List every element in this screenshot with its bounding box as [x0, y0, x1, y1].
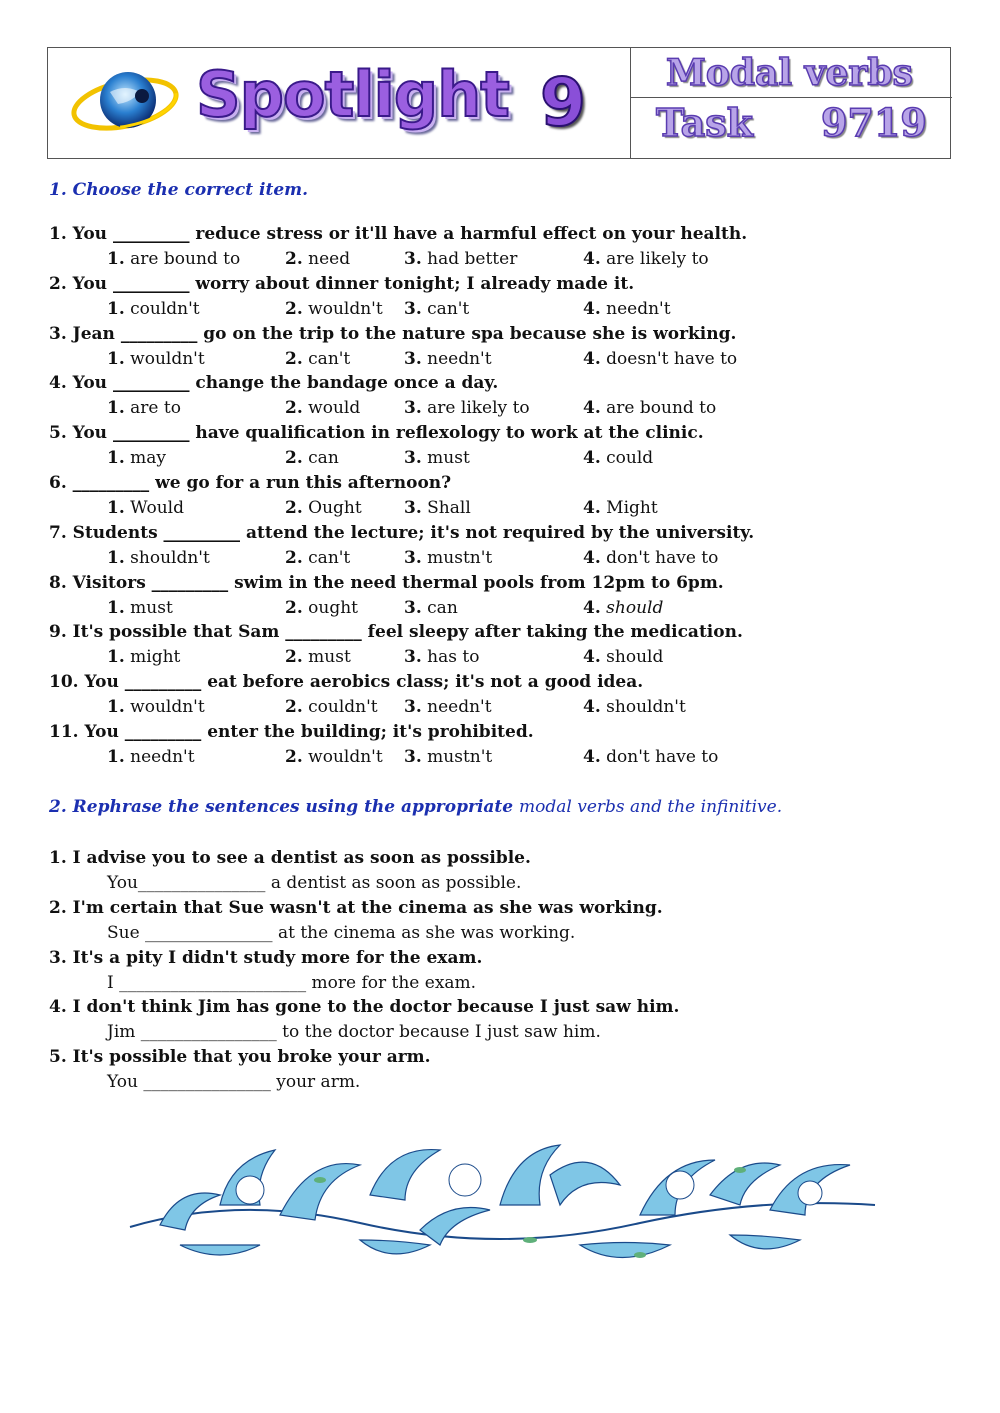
answer-option[interactable] [583, 249, 709, 269]
option-text: needn't [427, 348, 492, 369]
answer-option[interactable] [285, 249, 350, 269]
option-number: 2. [285, 298, 303, 319]
answer-option[interactable] [583, 398, 716, 418]
option-number: 1. [107, 298, 125, 319]
option-text: could [606, 448, 654, 469]
option-number: 2. [285, 697, 303, 718]
answer-option[interactable] [107, 249, 240, 269]
option-text: must [130, 597, 173, 618]
answer-option[interactable] [583, 349, 737, 369]
option-text: can't [427, 298, 470, 319]
option-number: 1. [107, 547, 125, 568]
answer-option[interactable] [404, 747, 492, 767]
option-number: 1. [107, 747, 125, 767]
answer-option[interactable] [583, 498, 658, 518]
option-number: 4. [583, 498, 601, 518]
answer-option[interactable] [404, 448, 470, 468]
question-text: 8. Visitors _________ swim in the need thermal pools from 12pm to 6pm. [49, 572, 724, 593]
option-number: 3. [404, 398, 422, 419]
answer-option[interactable] [404, 349, 492, 369]
option-number: 4. [583, 647, 601, 668]
answer-option[interactable] [404, 398, 530, 418]
rephrase-answer-line[interactable]: You _______________ your arm. [107, 1072, 361, 1093]
answer-option[interactable] [583, 448, 653, 468]
option-number: 3. [404, 448, 422, 469]
option-number: 2. [285, 398, 303, 419]
option-text: needn't [606, 298, 671, 319]
answer-option[interactable] [107, 299, 200, 319]
option-text: wouldn't [308, 747, 383, 767]
option-text: mustn't [427, 747, 493, 767]
answer-option[interactable] [285, 548, 350, 568]
option-text: doesn't have to [606, 348, 738, 369]
option-text: has to [427, 647, 480, 668]
answer-option[interactable] [404, 647, 479, 667]
rephrase-prompt: 5. It's possible that you broke your arm. [49, 1047, 431, 1068]
question-text: 7. Students _________ attend the lecture; it's not required by the university. [49, 522, 755, 543]
option-text: are bound to [130, 249, 241, 269]
question-text: 10. You _________ eat before aerobics class; it's not a good idea. [49, 672, 644, 693]
option-text: are bound to [606, 398, 717, 419]
option-text: wouldn't [130, 697, 205, 718]
option-number: 1. [107, 647, 125, 668]
answer-option[interactable] [583, 548, 718, 568]
answer-option[interactable] [404, 498, 471, 518]
option-text: can't [308, 547, 351, 568]
option-text: couldn't [130, 298, 200, 319]
answer-option[interactable] [404, 548, 492, 568]
option-number: 1. [107, 348, 125, 369]
option-text: wouldn't [130, 348, 205, 369]
question-text: 3. Jean _________ go on the trip to the nature spa because she is working. [49, 323, 737, 344]
option-number: 2. [285, 348, 303, 369]
globe-logo-icon [70, 62, 180, 142]
logo-number: 9 [540, 64, 586, 141]
option-number: 3. [404, 249, 422, 269]
rephrase-answer-line[interactable]: Sue _______________ at the cinema as she was working. [107, 922, 576, 943]
answer-option[interactable] [285, 448, 339, 468]
option-number: 3. [404, 498, 422, 518]
answer-option[interactable] [107, 398, 181, 418]
option-text: mustn't [427, 547, 493, 568]
option-number: 4. [583, 348, 601, 369]
option-text: need [308, 249, 351, 269]
option-number: 2. [285, 597, 303, 618]
option-number: 4. [583, 298, 601, 319]
answer-option[interactable] [285, 349, 350, 369]
option-number: 1. [107, 398, 125, 419]
option-text: needn't [427, 697, 492, 718]
option-number: 2. [285, 547, 303, 568]
rephrase-answer-line[interactable]: Jim ________________ to the doctor because I just saw him. [107, 1022, 601, 1043]
option-text: can't [308, 348, 351, 369]
rephrase-prompt: 4. I don't think Jim has gone to the doctor because I just saw him. [49, 997, 680, 1018]
answer-option[interactable] [404, 299, 469, 319]
option-number: 3. [404, 597, 422, 618]
option-text: needn't [130, 747, 195, 767]
option-number: 3. [404, 697, 422, 718]
answer-option[interactable] [404, 697, 492, 717]
answer-option[interactable] [285, 598, 358, 618]
option-number: 3. [404, 547, 422, 568]
answer-option[interactable] [107, 349, 205, 369]
option-number: 4. [583, 597, 601, 618]
floral-ornament-icon [120, 1135, 885, 1275]
rephrase-prompt: 2. I'm certain that Sue wasn't at the cinema as she was working. [49, 897, 663, 918]
answer-option[interactable] [107, 598, 173, 618]
rephrase-answer-line[interactable]: I ______________________ more for the exam. [107, 972, 477, 993]
option-text: should [606, 597, 664, 618]
option-number: 3. [404, 298, 422, 319]
option-text: are likely to [606, 249, 709, 269]
option-text: are to [130, 398, 181, 419]
question-text: 11. You _________ enter the building; it's prohibited. [49, 722, 534, 742]
option-number: 2. [285, 249, 303, 269]
option-number: 4. [583, 697, 601, 718]
question-text: 1. You _________ reduce stress or it'll have a harmful effect on your health. [49, 224, 748, 244]
question-text: 9. It's possible that Sam _________ feel sleepy after taking the medication. [49, 622, 743, 643]
option-number: 1. [107, 448, 125, 469]
option-text: may [130, 448, 167, 469]
answer-option[interactable] [107, 647, 180, 667]
answer-option[interactable] [285, 647, 351, 667]
answer-option[interactable] [583, 647, 663, 667]
answer-option[interactable] [285, 747, 383, 767]
section-2-title [49, 797, 782, 817]
question-text: 2. You _________ worry about dinner tonight; I already made it. [49, 273, 635, 294]
option-number: 1. [107, 697, 125, 718]
question-text: 6. _________ we go for a run this afternoon? [49, 473, 452, 493]
section-2-title-rest: modal verbs and the infinitive. [519, 797, 783, 817]
answer-option[interactable] [583, 299, 671, 319]
logo-text: Spotlight [196, 58, 509, 131]
answer-option[interactable] [107, 448, 166, 468]
option-text: Might [606, 498, 658, 518]
option-text: Would [130, 498, 184, 518]
option-text: don't have to [606, 547, 719, 568]
option-number: 2. [285, 647, 303, 668]
task-code: 9719 [821, 100, 927, 145]
option-text: shouldn't [130, 547, 210, 568]
rephrase-prompt: 1. I advise you to see a dentist as soon as possible. [49, 848, 531, 868]
worksheet-header [47, 47, 951, 159]
answer-option[interactable] [583, 598, 663, 618]
answer-option[interactable] [583, 747, 718, 767]
option-text: can [427, 597, 458, 618]
option-text: Ought [308, 498, 362, 518]
option-text: might [130, 647, 181, 668]
option-number: 3. [404, 348, 422, 369]
answer-option[interactable] [107, 498, 184, 518]
header-divider [630, 48, 631, 158]
option-text: ought [308, 597, 359, 618]
answer-option[interactable] [285, 299, 383, 319]
option-number: 4. [583, 398, 601, 419]
option-number: 4. [583, 547, 601, 568]
section-2-title-bold: 2. Rephrase the sentences using the appropriate [49, 797, 514, 817]
rephrase-answer-line[interactable]: You_______________ a dentist as soon as possible. [107, 873, 522, 893]
answer-option[interactable] [107, 697, 205, 717]
option-number: 2. [285, 448, 303, 469]
option-text: should [606, 647, 664, 668]
answer-option[interactable] [404, 249, 517, 269]
option-text: must [308, 647, 351, 668]
option-number: 4. [583, 249, 601, 269]
option-text: couldn't [308, 697, 378, 718]
option-text: can [308, 448, 339, 469]
option-number: 2. [285, 498, 303, 518]
option-number: 1. [107, 249, 125, 269]
answer-option[interactable] [583, 697, 686, 717]
option-text: had better [427, 249, 518, 269]
option-text: Shall [427, 498, 471, 518]
option-number: 4. [583, 448, 601, 469]
option-number: 1. [107, 498, 125, 518]
answer-option[interactable] [285, 398, 360, 418]
section-1-title: 1. Choose the correct item. [49, 180, 309, 200]
option-number: 4. [583, 747, 601, 767]
option-number: 2. [285, 747, 303, 767]
option-number: 1. [107, 597, 125, 618]
option-number: 3. [404, 647, 422, 668]
answer-option[interactable] [404, 598, 458, 618]
option-text: wouldn't [308, 298, 383, 319]
worksheet-title: Modal verbs [666, 52, 913, 94]
answer-option[interactable] [107, 747, 195, 767]
option-text: don't have to [606, 747, 719, 767]
option-text: would [308, 398, 361, 419]
question-text: 4. You _________ change the bandage once a day. [49, 373, 499, 394]
task-label: Task [656, 100, 753, 145]
question-text: 5. You _________ have qualification in reflexology to work at the clinic. [49, 423, 704, 444]
option-number: 3. [404, 747, 422, 767]
answer-option[interactable] [107, 548, 210, 568]
option-text: shouldn't [606, 697, 686, 718]
option-text: must [427, 448, 470, 469]
rephrase-prompt: 3. It's a pity I didn't study more for the exam. [49, 947, 483, 968]
option-text: are likely to [427, 398, 530, 419]
header-divider [630, 97, 952, 98]
answer-option[interactable] [285, 697, 378, 717]
answer-option[interactable] [285, 498, 362, 518]
